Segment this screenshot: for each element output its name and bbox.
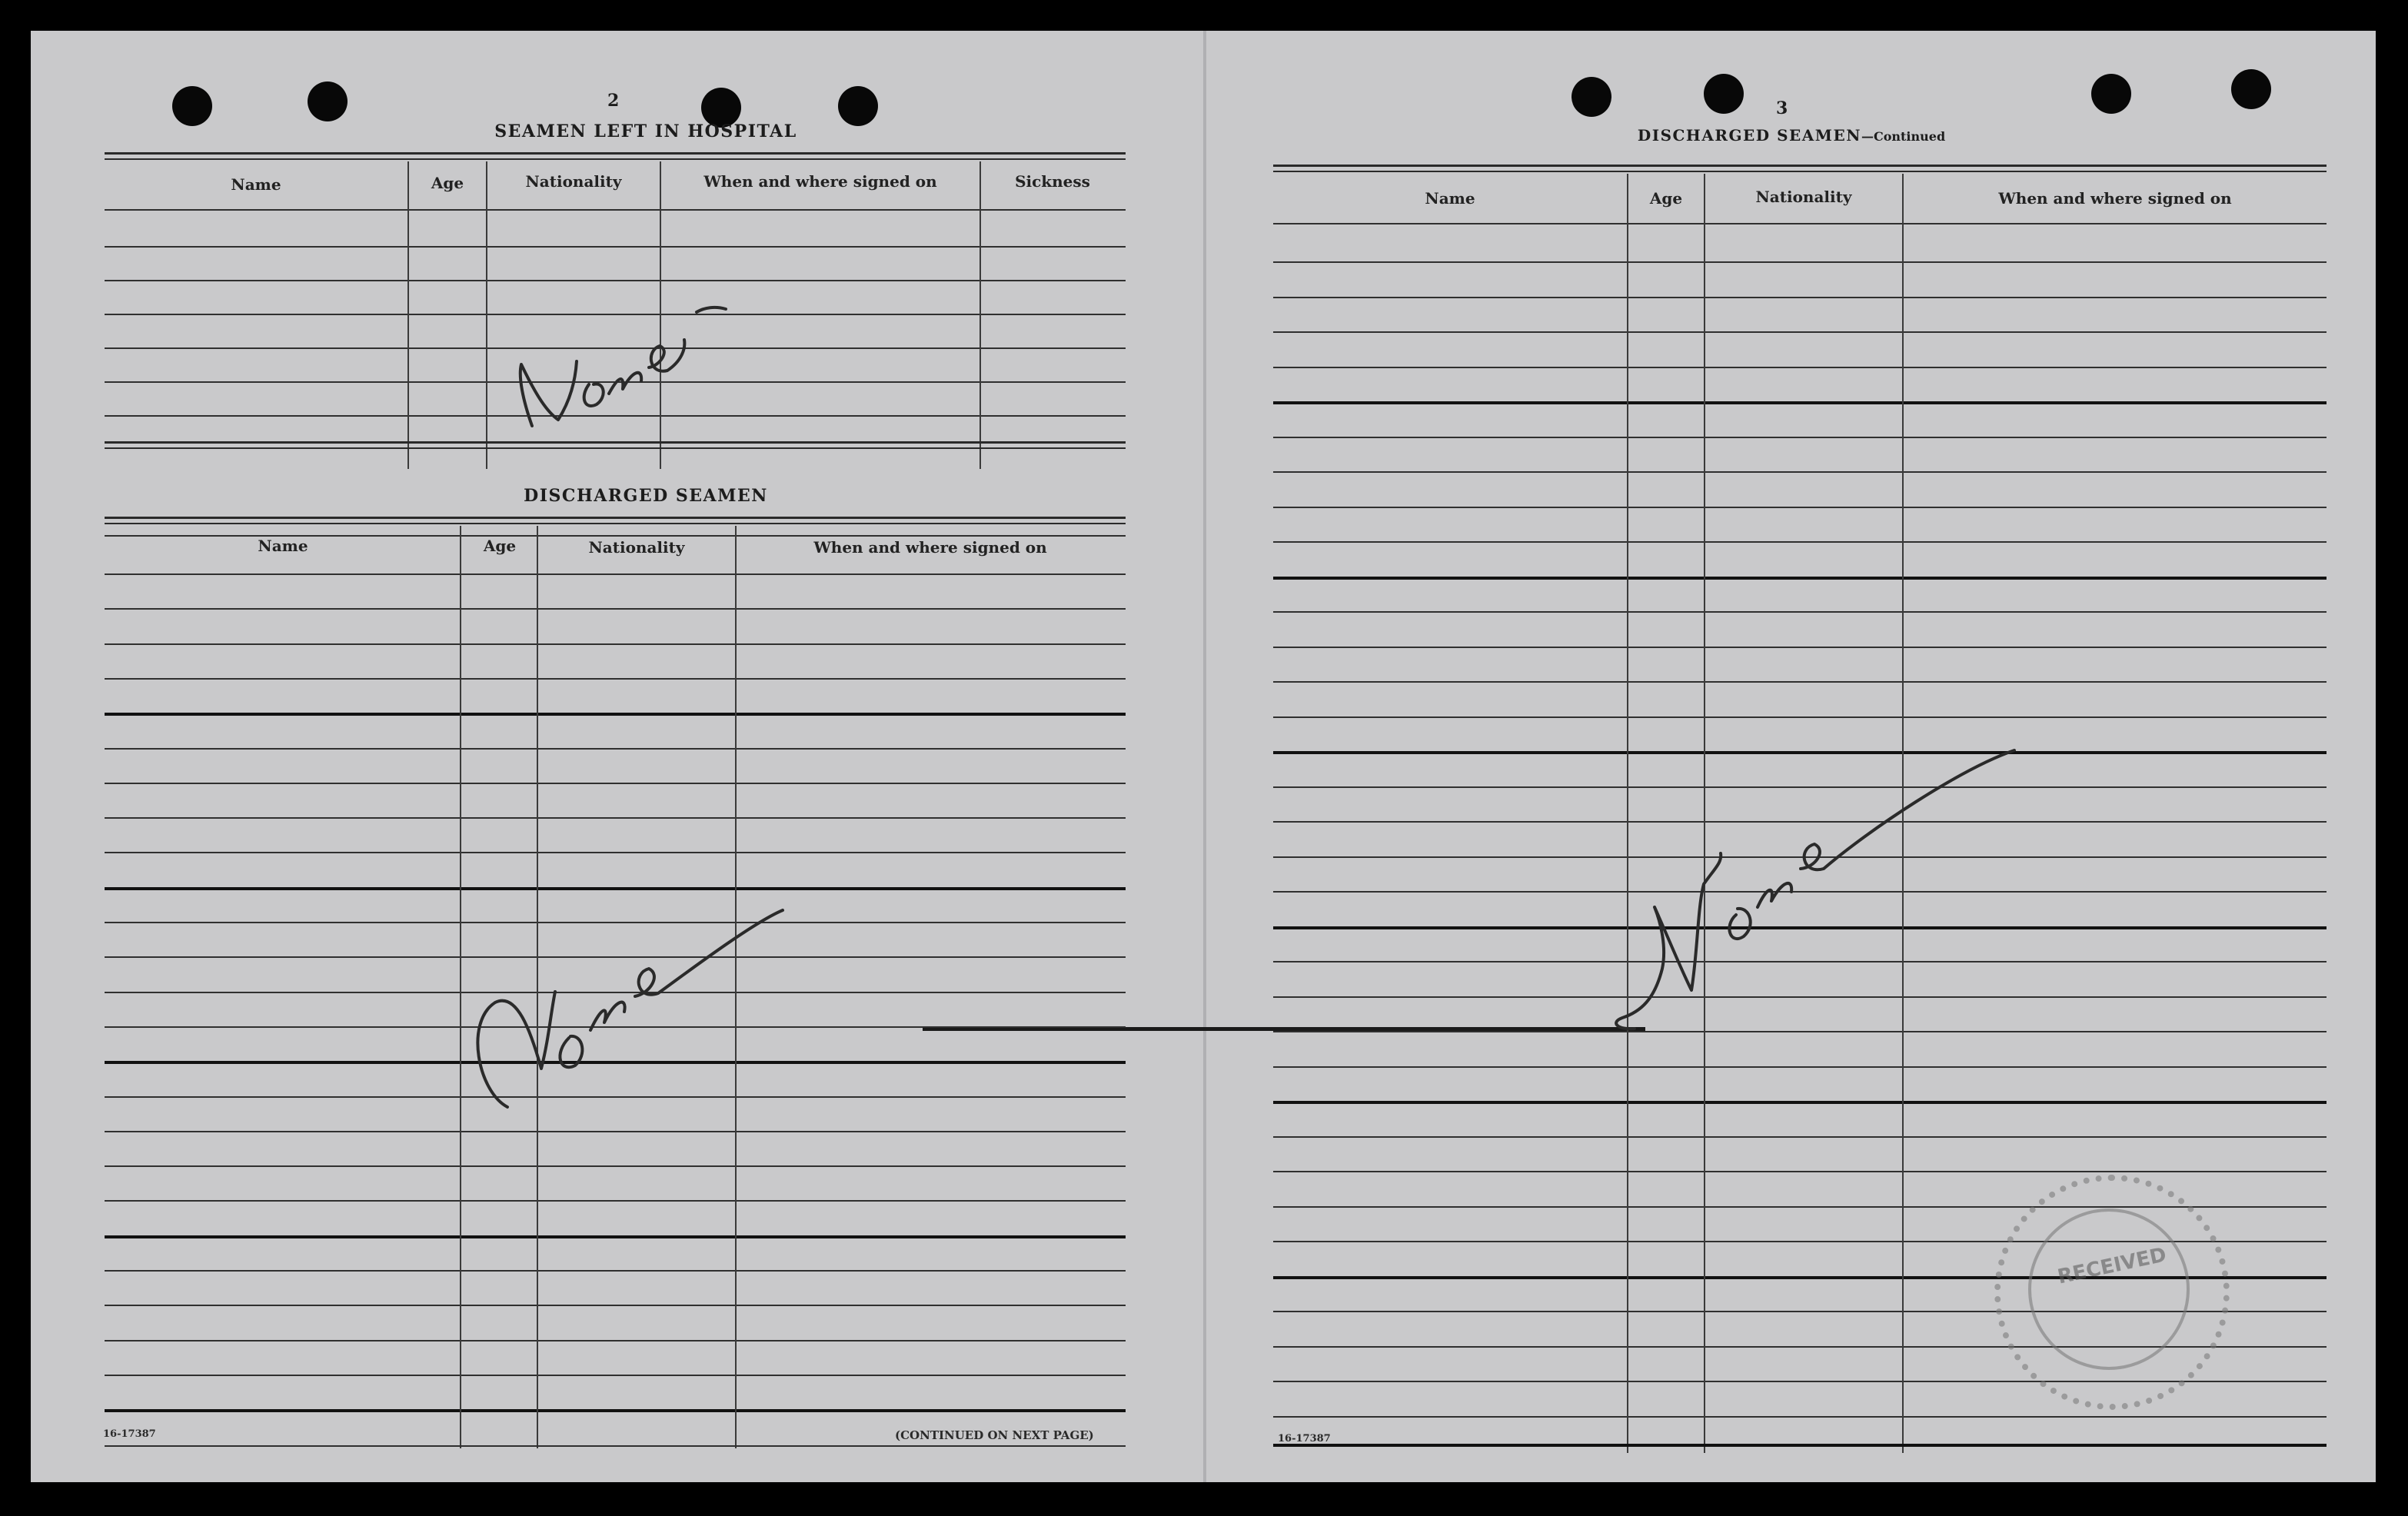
table-row-rule <box>1273 437 2327 438</box>
form-number-left: 16-17387 <box>103 1428 156 1440</box>
right-section-title <box>1591 126 1991 145</box>
table-row-rule <box>105 1340 1126 1341</box>
table-row-rule <box>105 608 1126 610</box>
discharged-section-title: DISCHARGED SEAMEN <box>524 486 768 506</box>
right-title-main: DISCHARGED SEAMEN <box>1637 126 1861 145</box>
form-number-right: 16-17387 <box>1278 1433 1331 1445</box>
table-row-rule <box>105 1375 1126 1376</box>
table-row-rule <box>105 678 1126 680</box>
table-row-rule <box>1273 331 2327 333</box>
table-row-rule <box>105 1305 1126 1306</box>
hospital-col-divider <box>407 161 409 469</box>
right-title-continued: —Continued <box>1861 129 1946 144</box>
punch-hole <box>1704 74 1744 114</box>
right-title-rule <box>1273 165 2327 172</box>
right-bottom-rule <box>1273 1444 2327 1447</box>
hospital-section-title: SEAMEN LEFT IN HOSPITAL <box>494 121 797 141</box>
hospital-col-name: Name <box>231 175 281 194</box>
discharged-title-rule <box>105 517 1126 524</box>
table-row-rule <box>105 1165 1126 1167</box>
table-row-rule <box>1273 541 2327 543</box>
right-col-nationality: Nationality <box>1755 188 1852 206</box>
stamp-text: RECEIVED <box>2055 1243 2169 1289</box>
table-row-rule <box>1273 577 2327 580</box>
hospital-header-rule <box>105 209 1126 211</box>
table-row-rule <box>1273 1171 2327 1172</box>
continued-note: (CONTINUED ON NEXT PAGE) <box>895 1428 1094 1442</box>
table-row-rule <box>105 1235 1126 1238</box>
punch-hole <box>838 86 878 126</box>
punch-hole <box>308 81 348 121</box>
hospital-col-sickness: Sickness <box>1015 172 1090 191</box>
table-row-rule <box>105 1200 1126 1202</box>
hospital-col-divider <box>979 161 981 469</box>
hospital-col-nationality: Nationality <box>525 172 622 191</box>
hospital-col-age: Age <box>431 174 464 192</box>
right-col-age: Age <box>1649 189 1683 208</box>
discharged-bottom-rule <box>105 1445 1126 1447</box>
table-row-rule <box>105 713 1126 716</box>
right-header-rule <box>1273 223 2327 224</box>
discharged-col-name: Name <box>258 537 308 555</box>
center-fold <box>1203 31 1206 1482</box>
table-row-rule <box>105 1270 1126 1272</box>
page-number-right: 3 <box>1776 98 1788 118</box>
discharged-col-signed-on: When and where signed on <box>813 538 1047 557</box>
hospital-col-divider <box>486 161 487 469</box>
table-row-rule <box>1273 507 2327 508</box>
punch-hole <box>2091 74 2131 114</box>
discharged-col-age: Age <box>483 537 517 555</box>
table-row-rule <box>105 748 1126 750</box>
handwritten-none-hospital <box>492 261 769 461</box>
table-row-rule <box>1273 647 2327 648</box>
punch-hole <box>2231 69 2271 109</box>
table-row-rule <box>1273 367 2327 368</box>
table-row-rule <box>105 573 1126 575</box>
discharged-col-nationality: Nationality <box>588 538 685 557</box>
table-row-rule <box>1273 1136 2327 1138</box>
table-row-rule <box>1273 611 2327 613</box>
punch-hole <box>1572 77 1611 117</box>
table-row-rule <box>1273 297 2327 298</box>
right-col-signed-on: When and where signed on <box>1998 189 2232 208</box>
table-row-rule <box>1273 471 2327 473</box>
received-stamp <box>1994 1175 2230 1410</box>
table-row-rule <box>105 643 1126 645</box>
table-row-rule <box>1273 1066 2327 1068</box>
table-row-rule <box>1273 401 2327 404</box>
table-row-rule <box>105 246 1126 248</box>
table-row-rule <box>1273 261 2327 263</box>
discharged-header-rule <box>105 535 1126 537</box>
table-row-rule <box>1273 1416 2327 1418</box>
hospital-col-signed-on: When and where signed on <box>703 172 937 191</box>
page-number-left: 2 <box>607 91 620 111</box>
punch-hole <box>172 86 212 126</box>
document-sheet <box>31 31 2376 1482</box>
table-row-rule <box>1273 1101 2327 1104</box>
handwritten-none-discharged <box>461 784 800 1145</box>
hospital-title-rule <box>105 152 1126 160</box>
handwritten-none-right <box>1607 661 2037 1061</box>
right-col-name: Name <box>1425 189 1475 208</box>
table-row-rule <box>105 1409 1126 1412</box>
